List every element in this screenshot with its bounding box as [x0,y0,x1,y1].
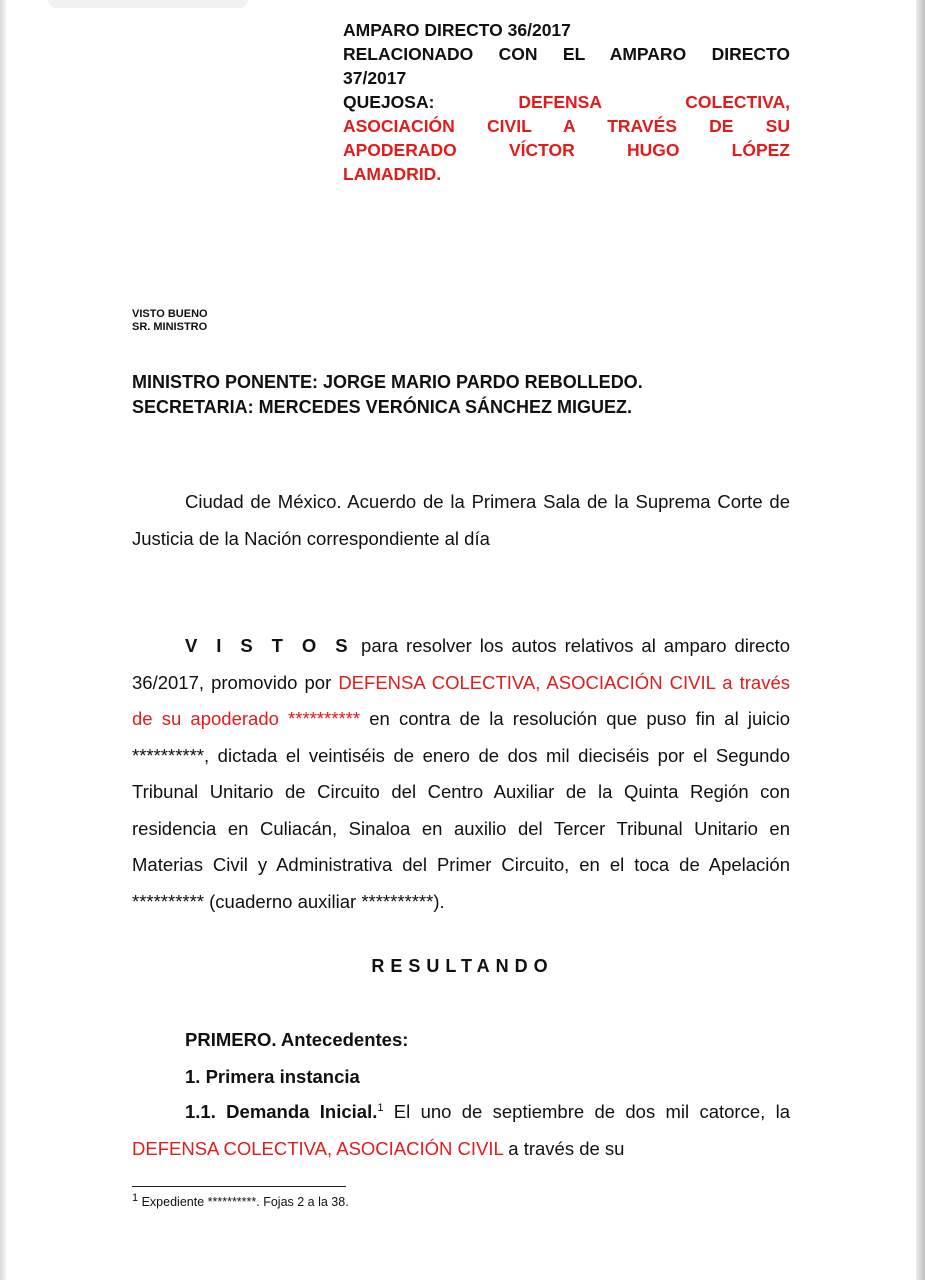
secretaria: SECRETARIA: MERCEDES VERÓNICA SÁNCHEZ MIGUEZ. [132,397,633,417]
resultando-text: RESULTANDO [371,956,554,976]
primera-instancia-heading: 1. Primera instancia [185,1066,360,1087]
vistos-heading: V I S T O S [185,635,354,656]
case-header [343,18,790,186]
intro-paragraph [132,484,790,557]
related-case: RELACIONADO CON EL AMPARO DIRECTO [343,44,790,64]
related-case-number: 37/2017 [343,68,407,88]
footnote [132,1191,349,1209]
quejosa-word-2: COLECTIVA, [685,92,790,112]
vistos-party: DEFENSA COLECTIVA, ASOCIACIÓN CIVIL a través de su apoderado ********** [132,671,790,729]
footnote-text: Expediente **********. Fojas 2 a la 38. [138,1195,349,1209]
demanda-party: DEFENSA COLECTIVA, ASOCIACIÓN CIVIL [132,1137,504,1159]
demanda-heading: 1.1. Demanda Inicial. [185,1101,378,1122]
footnote-ref[interactable]: 1 [377,1101,384,1114]
primero-heading: PRIMERO. Antecedentes: [185,1029,409,1050]
case-number: AMPARO DIRECTO 36/2017 [343,20,571,40]
quejosa-label: QUEJOSA: [343,92,435,112]
vistos-text-2: en contra de la resolución que puso fin al juicio **********, dictada el veintiséis de enero de dos mil dieciséis por el Segundo Tribunal Unitario de Circuito del Centro Auxiliar de la Quinta Región con residencia en Culiacán, Sinaloa en auxilio del Tercer Tribunal Unitario en Materias Civil y Administrativa del Primer Circuito, en el toca de Apelación ********** (cuaderno auxiliar **********). [132,708,790,912]
quejosa-line-4: LAMADRID. [343,164,442,184]
page-edge-right [916,0,925,1280]
quejosa-line-3: APODERADO VÍCTOR HUGO LÓPEZ [343,140,790,160]
resultando-heading [0,956,925,977]
quejosa-line-2: ASOCIACIÓN CIVIL A TRAVÉS DE SU [343,116,790,136]
demanda-text-2: a través de su [503,1137,625,1159]
intro-text: Ciudad de México. Acuerdo de la Primera Sala de la Suprema Corte de Justicia de la Nación correspondiente al día [132,491,790,549]
demanda-text-1: El uno de septiembre de dos mil catorce, la [383,1101,790,1122]
visto-bueno-line-2: SR. MINISTRO [132,321,208,333]
quejosa-word-1: DEFENSA [518,92,602,112]
visto-bueno [132,308,208,334]
vistos-text-1: para resolver los autos relativos al amparo directo 36/2017, promovido por [132,635,790,693]
ministro-ponente: MINISTRO PONENTE: JORGE MARIO PARDO REBOLLEDO. [132,372,643,392]
demanda-paragraph [132,1094,790,1167]
top-tab-shadow [48,0,248,8]
page-edge-left [0,0,6,1280]
ministro-block [132,370,643,420]
visto-bueno-line-1: VISTO BUENO [132,308,208,320]
quejosa-line-1 [343,90,790,114]
footnote-divider [132,1186,346,1187]
footnote-mark: 1 [132,1191,139,1204]
vistos-paragraph [132,628,790,920]
